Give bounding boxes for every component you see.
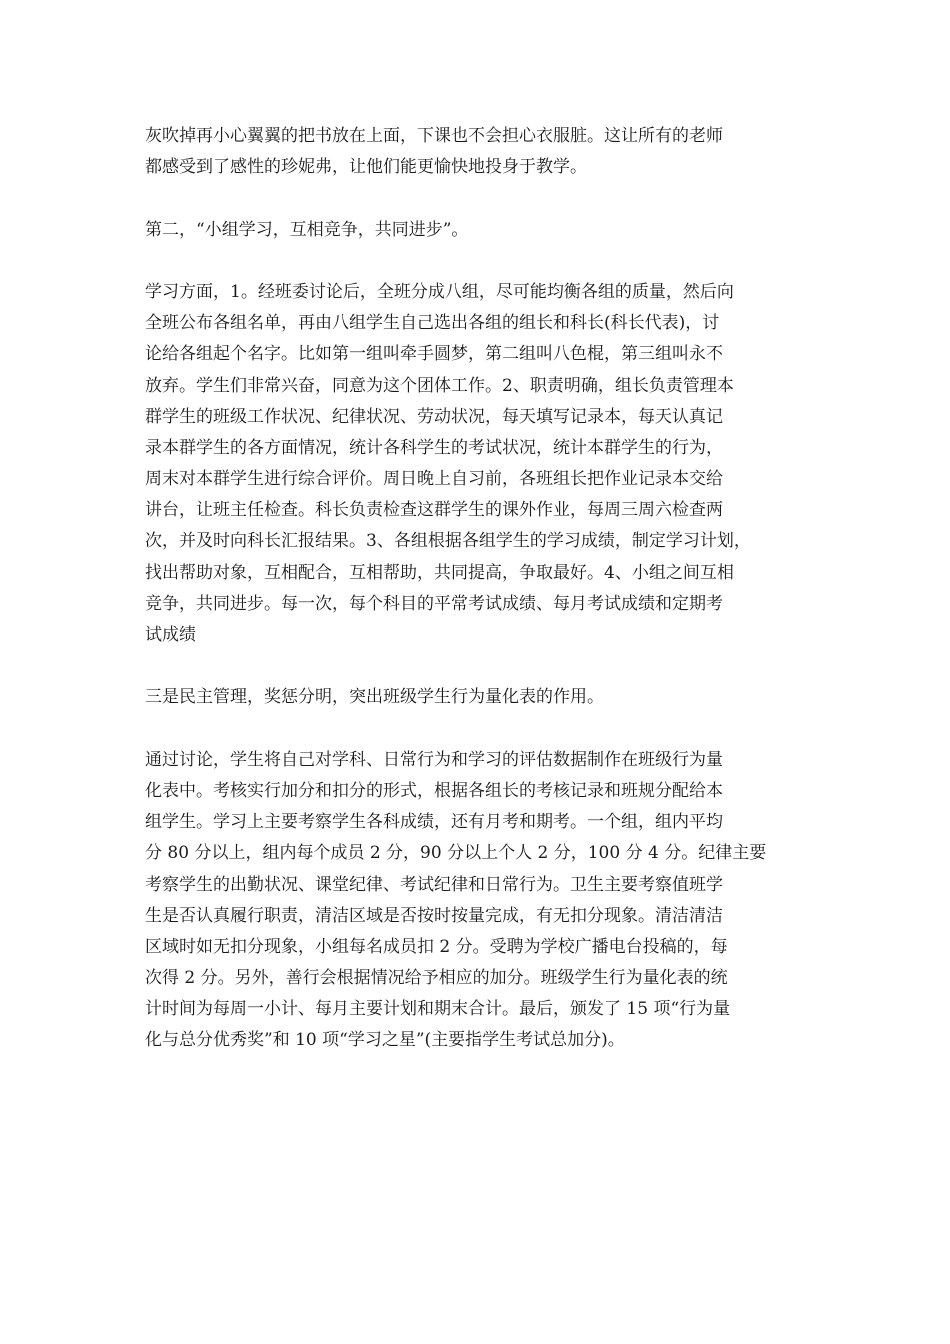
paragraph-gap [145,246,825,277]
text-line: 讲台，让班主任检查。科长负责检查这群学生的课外作业，每周三周六检查两 [145,500,723,521]
paragraph [145,215,825,246]
text-line: 论给各组起个名字。比如第一组叫牵手圆梦，第二组叫八色棍，第三组叫永不 [145,344,723,365]
text-line: 三是民主管理，奖惩分明，突出班级学生行为量化表的作用。 [145,687,604,708]
paragraph [145,121,825,183]
text-line: 计时间为每周一小计、每月主要计划和期末合计。最后，颁发了 15 项“行为量 [145,999,731,1020]
text-line: 试成绩 [145,625,196,645]
text-line: 分 80 分以上，组内每个成员 2 分，90 分以上个人 2 分，100 分 4 分。纪律主要 [145,843,767,864]
paragraph-gap [145,651,825,682]
text-line: 次得 2 分。另外，善行会根据情况给予相应的加分。班级学生行为量化表的统 [145,968,728,989]
text-line: 都感受到了感性的珍妮弗，让他们能更愉快地投身于教学。 [145,157,587,178]
text-line: 竞争，共同进步。每一次，每个科目的平常考试成绩、每月考试成绩和定期考 [145,593,723,614]
text-line: 放弃。学生们非常兴奋，同意为这个团体工作。2、职责明确，组长负责管理本 [145,375,734,396]
paragraph [145,745,825,1057]
text-line: 区域时如无扣分现象，小组每名成员扣 2 分。受聘为学校广播电台投稿的，每 [145,936,728,957]
text-line: 灰吹掉再小心翼翼的把书放在上面，下课也不会担心衣服脏。这让所有的老师 [145,126,723,146]
text-line: 通过讨论，学生将自己对学科、日常行为和学习的评估数据制作在班级行为量 [145,749,723,770]
text-line: 组学生。学习上主要考察学生各科成绩，还有月考和期考。一个组，组内平均 [145,812,723,833]
text-line: 群学生的班级工作状况、纪律状况、劳动状况，每天填写记录本，每天认真记 [145,406,723,427]
text-line: 化表中。考核实行加分和扣分的形式，根据各组长的考核记录和班规分配给本 [145,780,723,801]
paragraph-gap [145,714,825,745]
text-line: 学习方面，1。经班委讨论后，全班分成八组，尽可能均衡各组的质量，然后向 [145,281,734,302]
text-line: 考察学生的出勤状况、课堂纪律、考试纪律和日常行为。卫生主要考察值班学 [145,874,723,895]
paragraph [145,682,825,713]
text-line: 录本群学生的各方面情况，统计各科学生的考试状况，统计本群学生的行为， [145,437,723,458]
text-line: 次，并及时向科长汇报结果。3、各组根据各组学生的学习成绩，制定学习计划， [145,531,751,552]
text-line: 找出帮助对象，互相配合，互相帮助，共同提高，争取最好。4、小组之间互相 [145,562,734,583]
text-line: 第二，“小组学习，互相竞争，共同进步”。 [145,219,469,240]
document-body [145,121,825,1057]
text-line: 化与总分优秀奖”和 10 项“学习之星”(主要指学生考试总加分)。 [145,1030,625,1051]
paragraph [145,277,825,651]
text-line: 全班公布各组名单，再由八组学生自己选出各组的组长和科长(科长代表)，讨 [145,313,720,334]
text-line: 周末对本群学生进行综合评价。周日晚上自习前，各班组长把作业记录本交给 [145,469,723,490]
paragraph-gap [145,183,825,214]
text-line: 生是否认真履行职责，清洁区域是否按时按量完成，有无扣分现象。清洁清洁 [145,905,723,926]
